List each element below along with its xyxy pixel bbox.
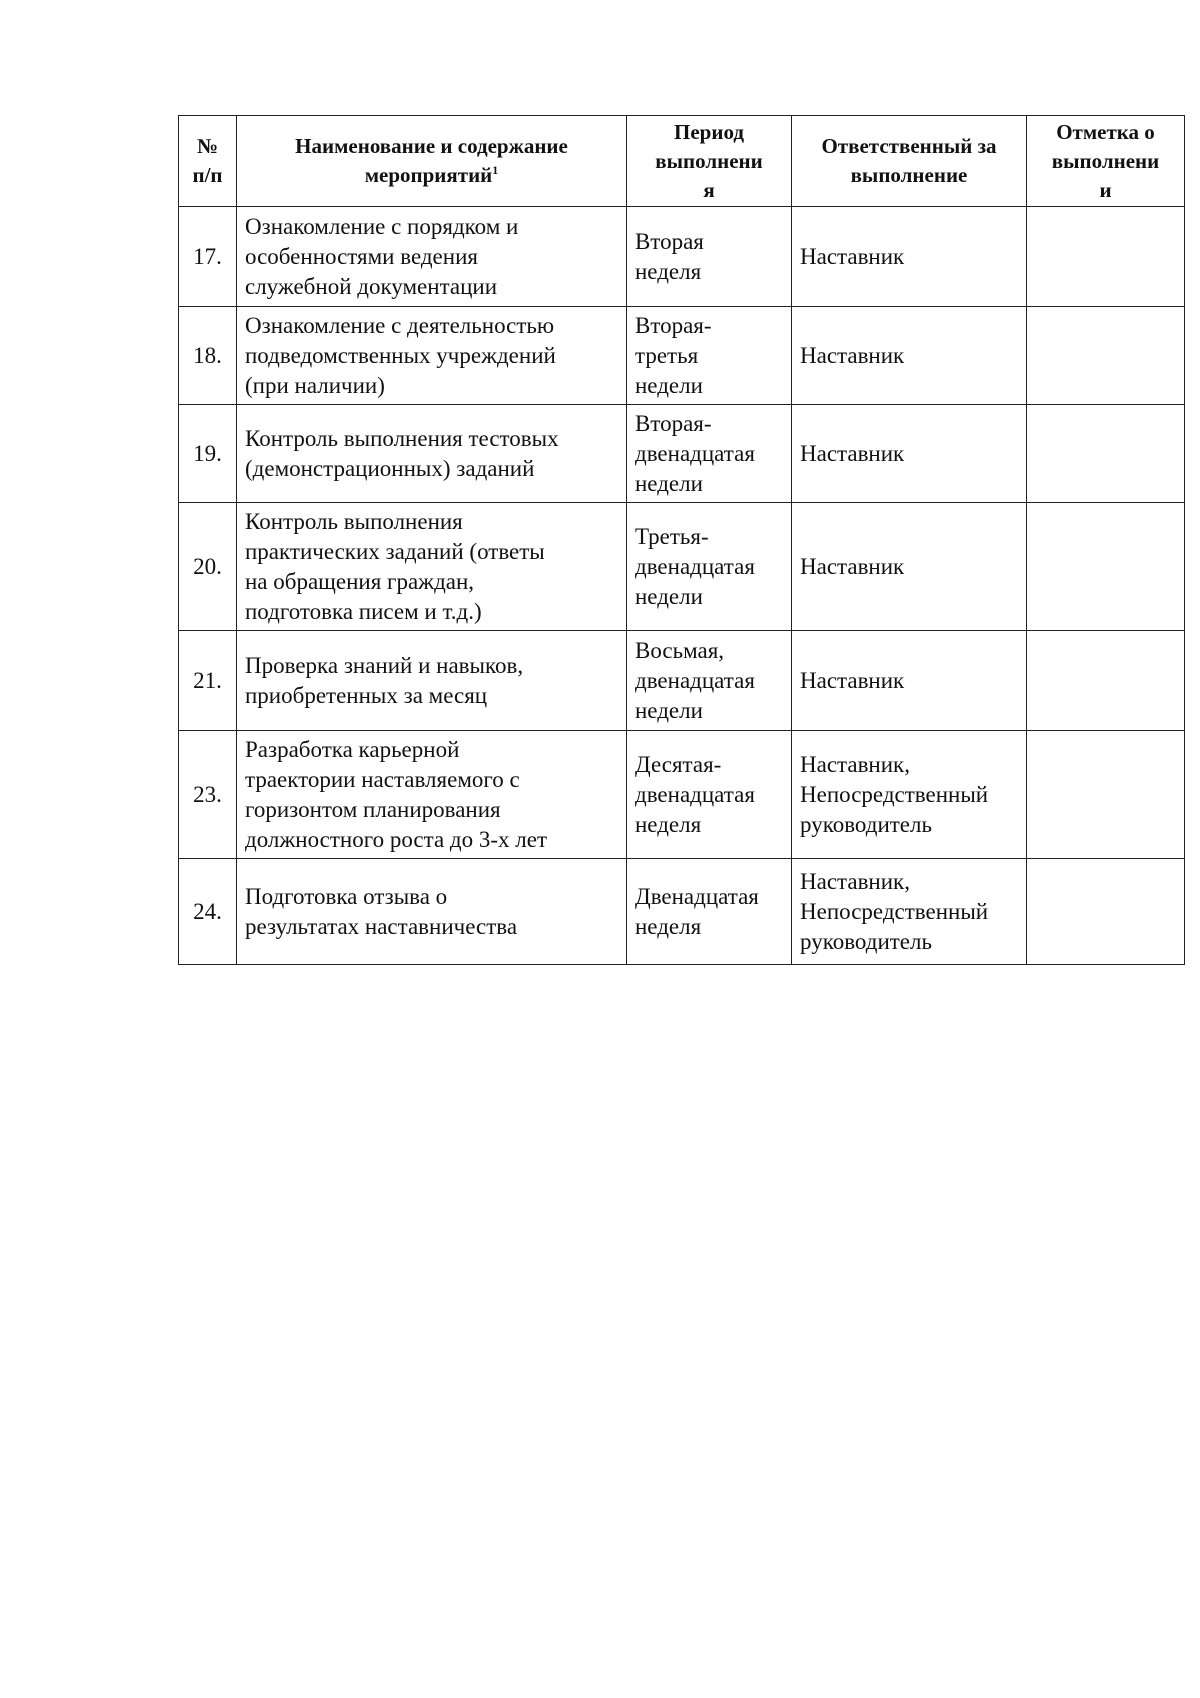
activity-responsible: Наставник, Непосредственный руководитель bbox=[792, 859, 1027, 965]
header-number: № п/п bbox=[179, 116, 237, 207]
activity-responsible: Наставник bbox=[792, 503, 1027, 631]
activity-responsible: Наставник bbox=[792, 307, 1027, 405]
activity-period: Восьмая, двенадцатая недели bbox=[627, 631, 792, 731]
header-activity-name: Наименование и содержание мероприятий$^1$ bbox=[237, 116, 627, 207]
table-row bbox=[179, 207, 1185, 307]
activity-name: Контроль выполнения практических заданий (ответы на обращения граждан, подготовка писем и т.д.) bbox=[237, 503, 627, 631]
table-row bbox=[179, 731, 1185, 859]
completion-mark-cell bbox=[1027, 731, 1185, 859]
activity-name: Проверка знаний и навыков, приобретенных за месяц bbox=[237, 631, 627, 731]
header-period: Период выполнени я bbox=[627, 116, 792, 207]
header-responsible: Ответственный за выполнение bbox=[792, 116, 1027, 207]
activity-responsible: Наставник, Непосредственный руководитель bbox=[792, 731, 1027, 859]
row-number: 20. bbox=[179, 503, 237, 631]
activity-name: Ознакомление с деятельностью подведомственных учреждений (при наличии) bbox=[237, 307, 627, 405]
footnote-marker: 1 bbox=[492, 163, 499, 177]
table-row bbox=[179, 859, 1185, 965]
table-header-row bbox=[179, 116, 1185, 207]
activity-period: Двенадцатая неделя bbox=[627, 859, 792, 965]
table-row bbox=[179, 631, 1185, 731]
completion-mark-cell bbox=[1027, 307, 1185, 405]
completion-mark-cell bbox=[1027, 405, 1185, 503]
completion-mark-cell bbox=[1027, 631, 1185, 731]
activity-period: Вторая- двенадцатая недели bbox=[627, 405, 792, 503]
activity-period: Вторая- третья недели bbox=[627, 307, 792, 405]
activity-name: Ознакомление с порядком и особенностями ведения служебной документации bbox=[237, 207, 627, 307]
activity-name: Разработка карьерной траектории наставляемого с горизонтом планирования должностного роста до 3-х лет bbox=[237, 731, 627, 859]
activity-period: Десятая- двенадцатая неделя bbox=[627, 731, 792, 859]
table-row bbox=[179, 503, 1185, 631]
activity-period: Вторая неделя bbox=[627, 207, 792, 307]
completion-mark-cell bbox=[1027, 207, 1185, 307]
activity-responsible: Наставник bbox=[792, 405, 1027, 503]
row-number: 24. bbox=[179, 859, 237, 965]
completion-mark-cell bbox=[1027, 503, 1185, 631]
header-completion-mark: Отметка о выполнени и bbox=[1027, 116, 1185, 207]
activity-responsible: Наставник bbox=[792, 207, 1027, 307]
activity-name: Подготовка отзыва о результатах наставничества bbox=[237, 859, 627, 965]
activities-table bbox=[178, 115, 1185, 965]
activity-name: Контроль выполнения тестовых (демонстрационных) заданий bbox=[237, 405, 627, 503]
row-number: 23. bbox=[179, 731, 237, 859]
activity-period: Третья- двенадцатая недели bbox=[627, 503, 792, 631]
row-number: 21. bbox=[179, 631, 237, 731]
table-row bbox=[179, 307, 1185, 405]
activity-responsible: Наставник bbox=[792, 631, 1027, 731]
row-number: 18. bbox=[179, 307, 237, 405]
completion-mark-cell bbox=[1027, 859, 1185, 965]
table-row bbox=[179, 405, 1185, 503]
row-number: 17. bbox=[179, 207, 237, 307]
row-number: 19. bbox=[179, 405, 237, 503]
